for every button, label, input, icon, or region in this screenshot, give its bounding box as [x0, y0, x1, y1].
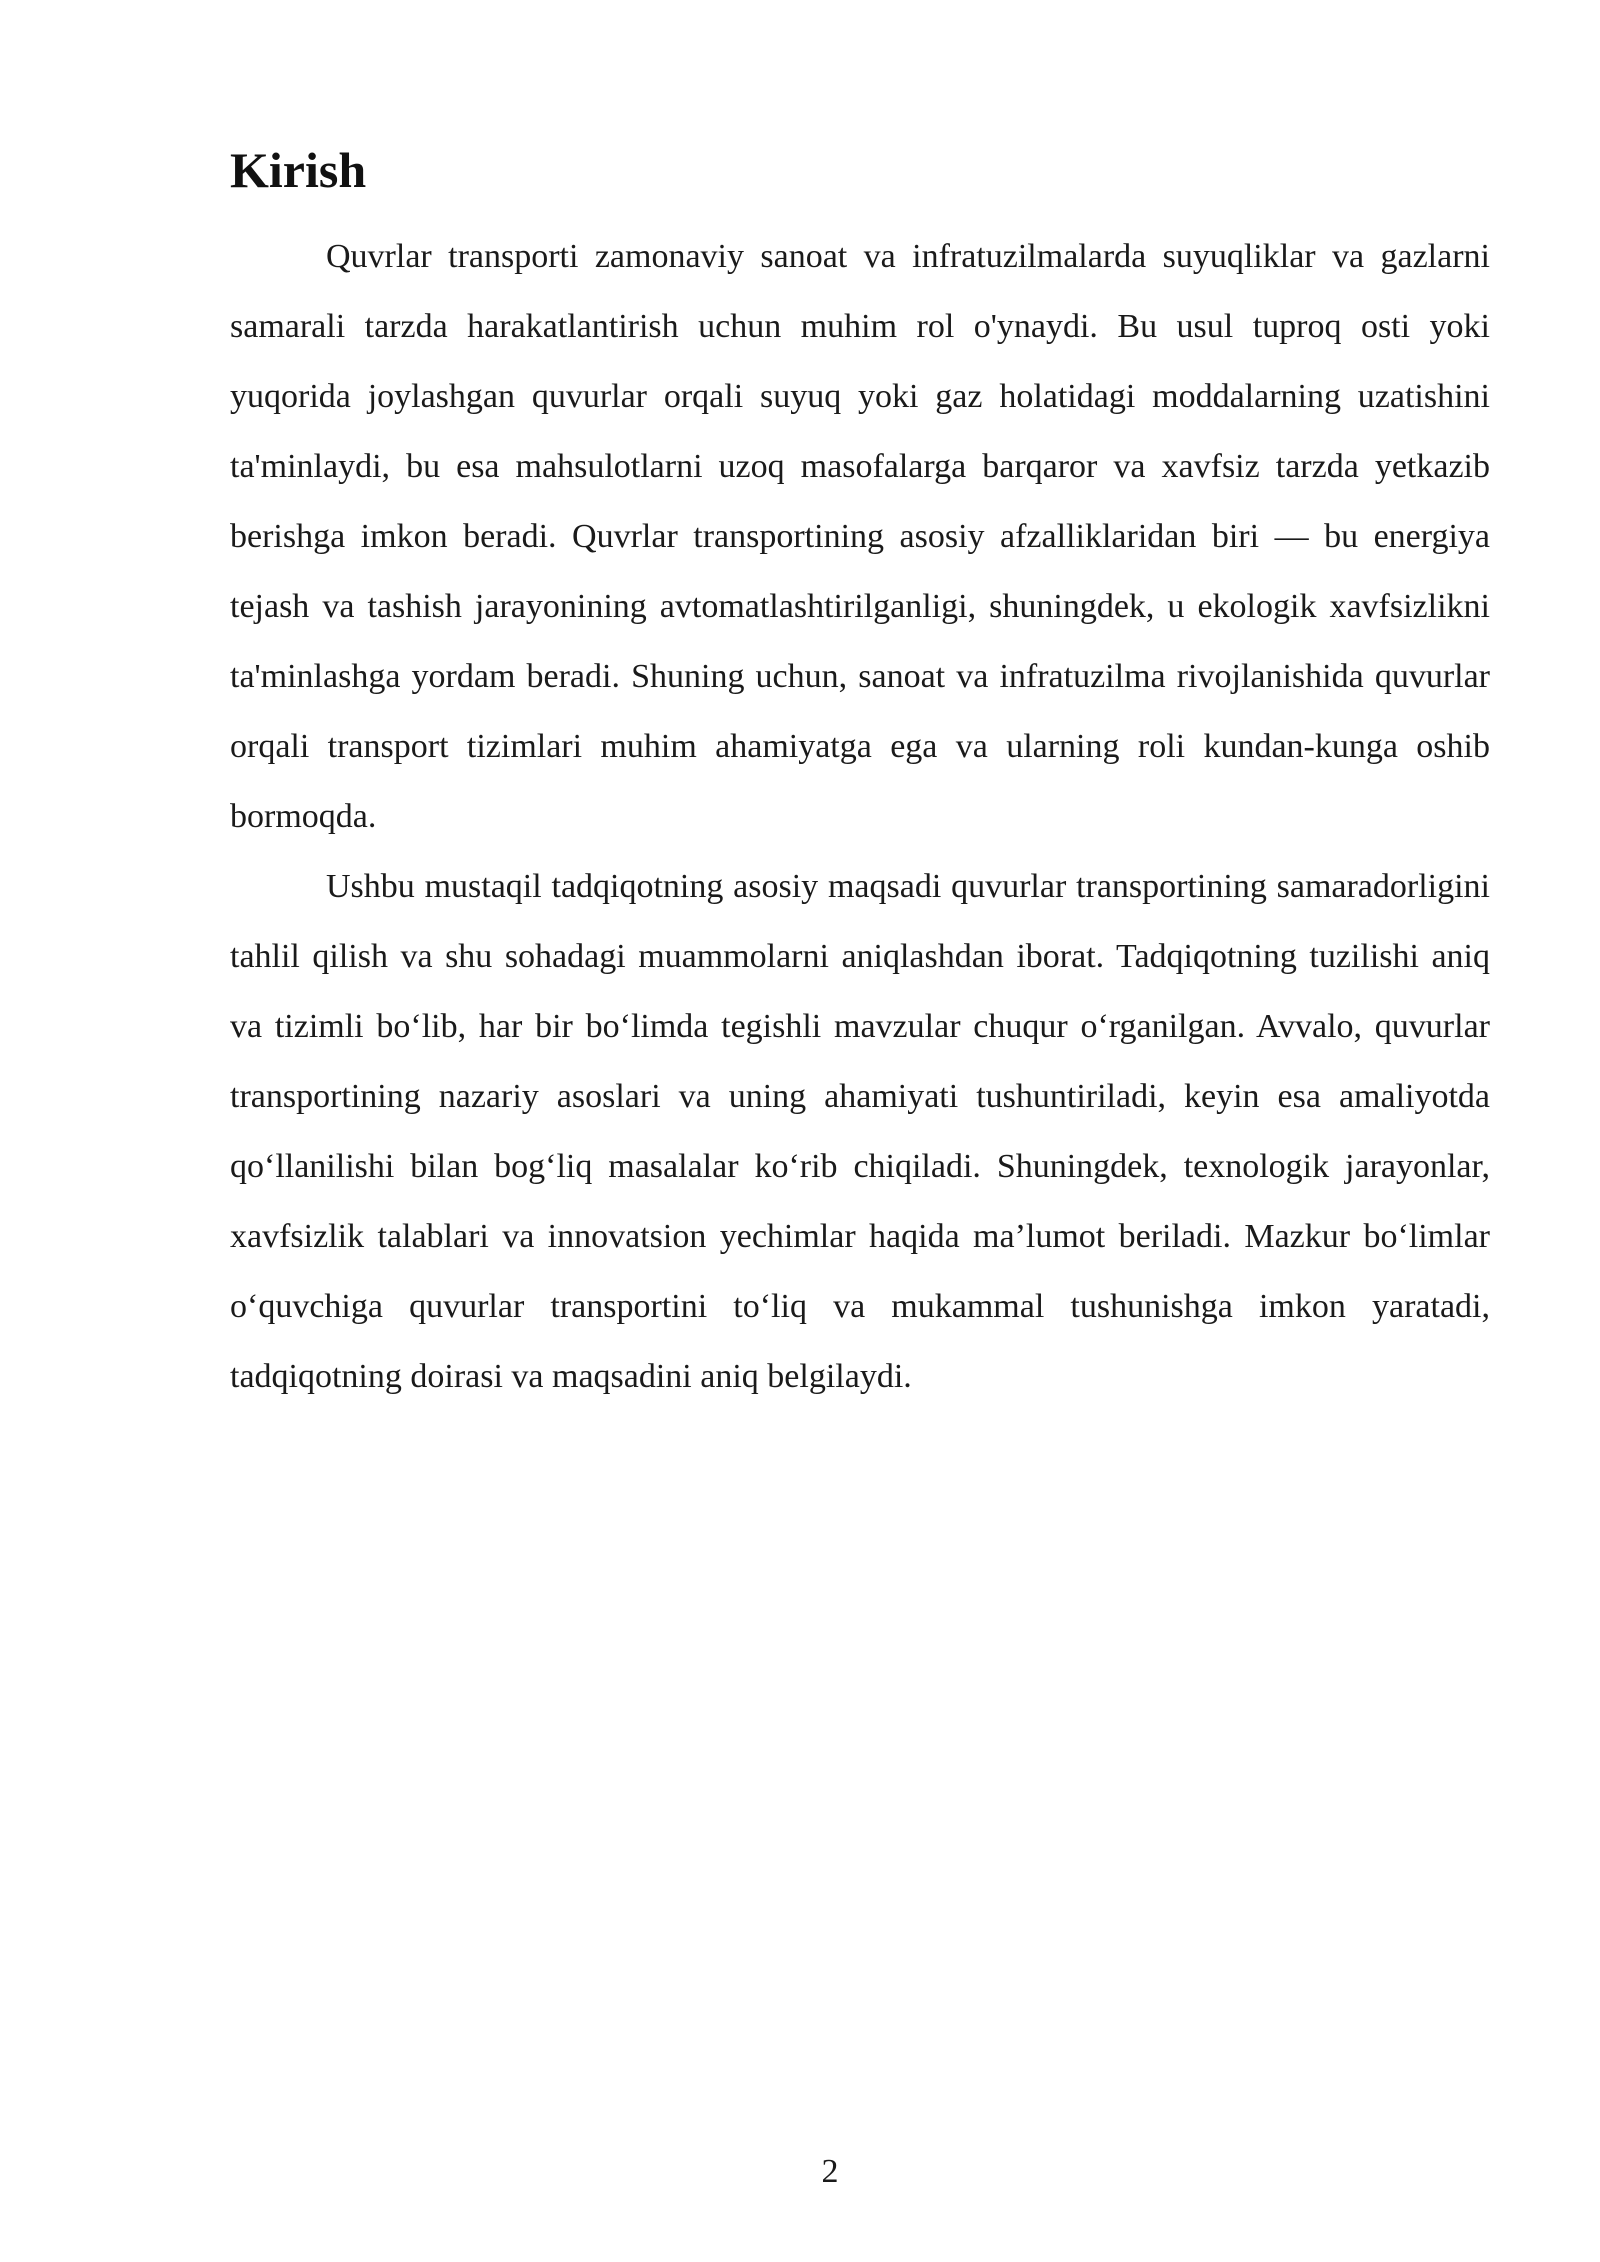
- paragraph-purpose: Ushbu mustaqil tadqiqotning asosiy maqsadi quvurlar transportining samaradorligini tahlil qilish va shu sohadagi muammolarni aniqlashdan iborat. Tadqiqotning tuzilishi aniq va tizimli bo‘lib, har bir bo‘limda tegishli mavzular chuqur o‘rganilgan. Avvalo, quvurlar transportining nazariy asoslari va uning ahamiyati tushuntiriladi, keyin esa amaliyotda qo‘llanilishi bilan bog‘liq masalalar ko‘rib chiqiladi. Shuningdek, texnologik jarayonlar, xavfsizlik talablari va innovatsion yechimlar haqida ma’lumot beriladi. Mazkur bo‘limlar o‘quvchiga quvurlar transportini to‘liq va mukammal tushunishga imkon yaratadi, tadqiqotning doirasi va maqsadini aniq belgilaydi.: [230, 868, 1490, 1395]
- page-number: 2: [821, 2153, 839, 2190]
- section-heading: Kirish: [230, 142, 367, 198]
- paragraph-intro: Quvrlar transporti zamonaviy sanoat va infratuzilmalarda suyuqliklar va gazlarni samarali tarzda harakatlantirish uchun muhim rol o'ynaydi. Bu usul tuproq osti yoki yuqorida joylashgan quvurlar orqali suyuq yoki gaz holatidagi moddalarning uzatishini ta'minlaydi, bu esa mahsulotlarni uzoq masofalarga barqaror va xavfsiz tarzda yetkazib berishga imkon beradi. Quvrlar transportining asosiy afzalliklaridan biri — bu energiya tejash va tashish jarayonining avtomatlashtirilganligi, shuningdek, u ekologik xavfsizlikni ta'minlashga yordam beradi. Shuning uchun, sanoat va infratuzilma rivojlanishida quvurlar orqali transport tizimlari muhim ahamiyatga ega va ularning roli kundan-kunga oshib bormoqda.: [230, 238, 1490, 835]
- page-content: [230, 140, 1490, 1412]
